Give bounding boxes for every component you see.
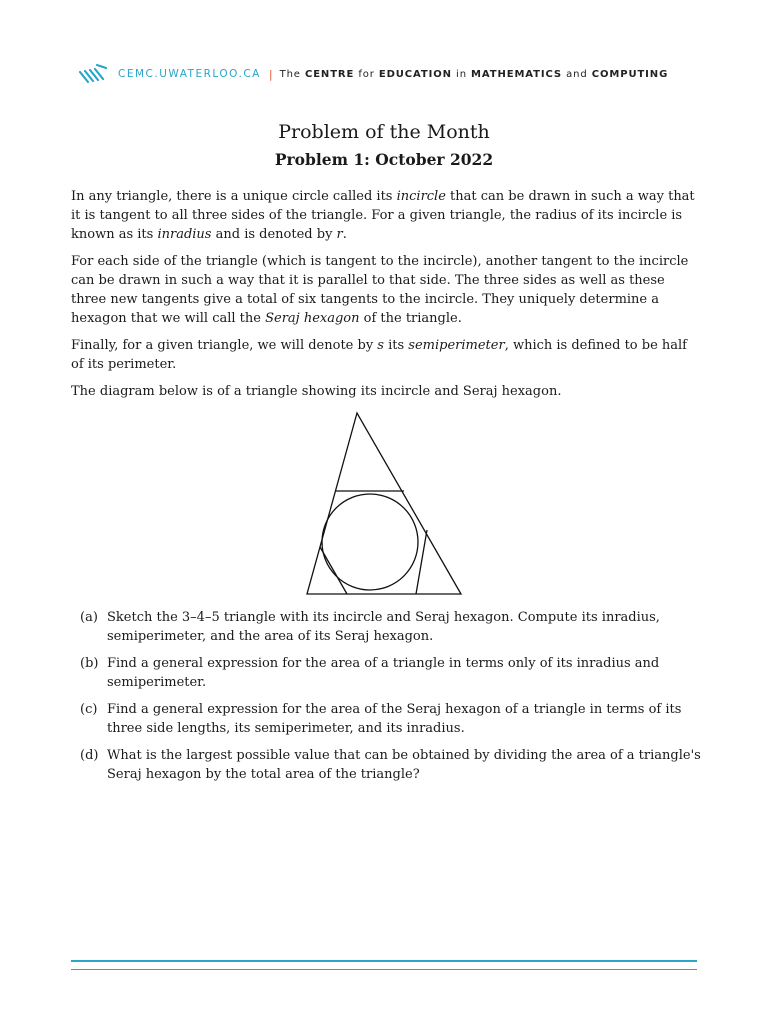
question-item — [80, 654, 705, 692]
question-item — [80, 746, 705, 784]
question-list — [80, 608, 705, 792]
paragraph-semiperimeter: Finally, for a given triangle, we will denote by s its semiperimeter, which is defined to be half of its perimeter. — [71, 338, 687, 372]
triangle — [307, 413, 461, 594]
question-text: Sketch the 3–4–5 triangle with its incircle and Seraj hexagon. Compute its inradius, semiperimeter, and the area of its Seraj hexagon. — [107, 610, 660, 644]
paragraph-seraj-hexagon: For each side of the triangle (which is tangent to the incircle), another tangent to the incircle can be drawn in such a way that it is parallel to that side. The three sides as well as these three new tangents give a total of six tangents to the incircle. They uniquely determine a hexagon that we will call the Seraj hexagon of the triangle. — [71, 254, 689, 326]
paragraph-incircle: In any triangle, there is a unique circle called its incircle that can be drawn in such a way that it is tangent to all three sides of the triangle. For a given triangle, the radius of its incircle is known as its inradius and is denoted by r. — [71, 189, 695, 242]
organization-name: The CENTRE for EDUCATION in MATHEMATICS and COMPUTING — [279, 68, 669, 80]
question-item — [80, 608, 705, 646]
question-text: Find a general expression for the area of the Seraj hexagon of a triangle in terms of its three side lengths, its semiperimeter, and its inradius. — [107, 702, 682, 736]
question-text: What is the largest possible value that can be obtained by dividing the area of a triangle's Seraj hexagon by the total area of the triangle? — [107, 748, 701, 782]
cemc-logo-icon — [78, 63, 108, 85]
footer-rule — [71, 960, 697, 962]
paragraph-diagram-intro: The diagram below is of a triangle showing its incircle and Seraj hexagon. — [71, 384, 562, 399]
question-label: (c) — [80, 702, 98, 717]
question-label: (d) — [80, 748, 99, 763]
question-text: Find a general expression for the area of a triangle in terms only of its inradius and semiperimeter. — [107, 656, 660, 690]
footer-rule-thin — [71, 969, 697, 970]
site-url[interactable]: CEMC.UWATERLOO.CA — [118, 68, 261, 80]
question-label: (a) — [80, 610, 98, 625]
page-header — [78, 62, 668, 86]
question-item — [80, 700, 705, 738]
header-separator: | — [268, 67, 273, 81]
tangent-left — [320, 547, 347, 594]
problem-statement — [71, 187, 699, 409]
page-title: Problem of the Month — [278, 121, 490, 143]
page-subtitle: Problem 1: October 2022 — [274, 150, 494, 169]
triangle-incircle-diagram — [300, 408, 468, 598]
question-label: (b) — [80, 656, 99, 671]
